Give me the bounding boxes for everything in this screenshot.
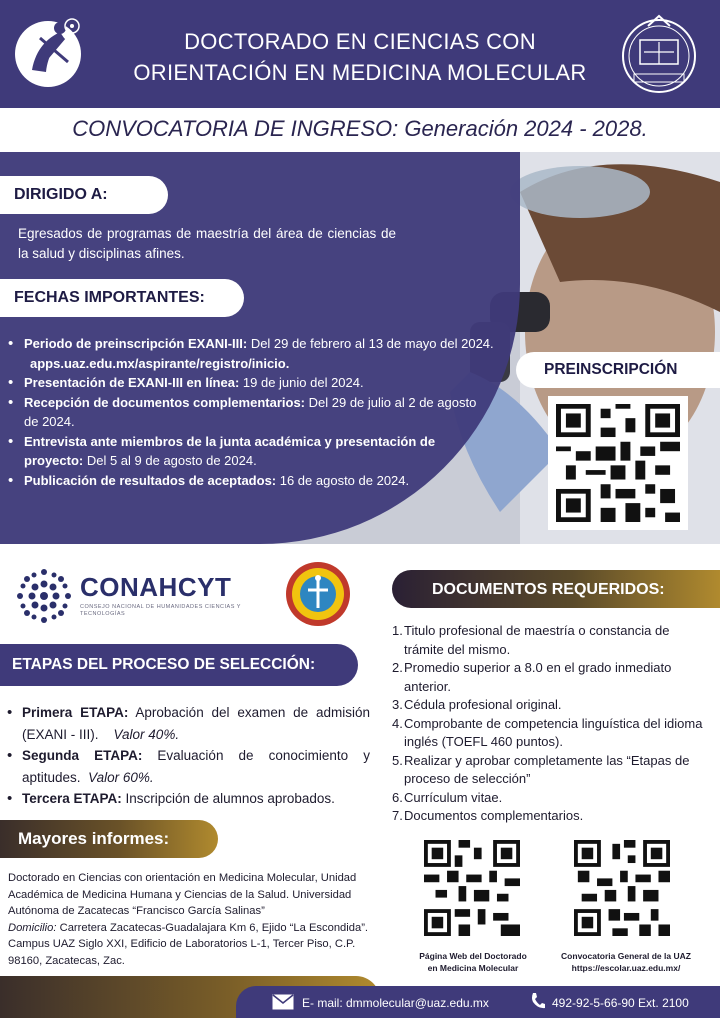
- program-logo: [12, 8, 92, 100]
- fechas-heading: FECHAS IMPORTANTES:: [0, 279, 244, 317]
- fechas-item: [24, 471, 494, 491]
- uaz-caption-line2[interactable]: https://escolar.uaz.edu.mx/: [571, 963, 681, 973]
- contact-phone[interactable]: 492-92-5-66-90 Ext. 2100: [552, 996, 689, 1010]
- etapa-item: [22, 788, 370, 810]
- medicine-unit-seal-icon: [284, 560, 352, 628]
- phone-icon: [530, 992, 546, 1010]
- etapa-valor: Valor 60%.: [88, 769, 154, 785]
- fechas-item-label: Periodo de preinscripción EXANI-III:: [24, 336, 248, 351]
- dirigido-text: Egresados de programas de maestría del área de ciencias de la salud y disciplinas afines.: [18, 226, 396, 261]
- documento-number: 2.: [392, 660, 403, 675]
- program-title-line2: ORIENTACIÓN EN MEDICINA MOLECULAR: [133, 60, 587, 85]
- university-seal-icon: [614, 12, 704, 96]
- documento-number: 4.: [392, 715, 403, 731]
- web-caption-line2: en Medicina Molecular: [427, 963, 519, 973]
- documento-item: [392, 715, 710, 752]
- etapa-valor: Valor 40%.: [113, 726, 180, 742]
- documento-text: Comprobante de competencia linguística del idioma inglés (TOEFL 460 puntos).: [404, 715, 703, 749]
- dirigido-heading: DIRIGIDO A:: [0, 176, 168, 214]
- fechas-item-label: Publicación de resultados de aceptados:: [24, 472, 277, 488]
- etapa-item: [22, 702, 370, 745]
- preinscripcion-label: PREINSCRIPCIÓN: [516, 352, 720, 388]
- fechas-item-value: Del 29 de febrero al 13 de mayo del 2024.: [247, 336, 494, 351]
- fechas-item: [24, 393, 494, 432]
- web-doctorado-caption: [402, 950, 544, 974]
- documento-text: Realizar y aprobar completamente las “Etapas de proceso de selección”: [404, 752, 690, 786]
- fechas-item: [24, 334, 494, 373]
- fechas-item-value: Del 29 de julio al 2 de agosto de 2024.: [24, 394, 477, 429]
- mail-icon: [272, 994, 294, 1010]
- web-doctorado-qr-code[interactable]: [424, 840, 520, 936]
- etapa-label: Primera ETAPA:: [22, 705, 129, 720]
- documento-item: [392, 659, 710, 696]
- documentos-heading: DOCUMENTOS REQUERIDOS:: [392, 570, 720, 608]
- documento-number: 6.: [392, 789, 403, 805]
- mayores-line2: Carretera Zacatecas-Guadalajara Km 6, Ejido “La Escondida”. Campus UAZ Siglo XXI, Edificio de Laboratorios L-1, Tercer Piso, C.P. 98160, Zacatecas, Zac.: [8, 921, 369, 967]
- contact-email[interactable]: E- mail: dmmolecular@uaz.edu.mx: [302, 996, 489, 1010]
- mayores-address: [8, 870, 388, 969]
- mayores-heading: Mayores informes:: [0, 820, 218, 858]
- documento-number: 1.: [392, 623, 403, 638]
- qr-icon: [556, 404, 680, 522]
- fechas-item: [24, 432, 494, 471]
- fechas-item-value: 16 de agosto de 2024.: [276, 472, 410, 488]
- documento-item: [392, 807, 710, 826]
- documento-number: 3.: [392, 697, 403, 712]
- documento-text: Currículum vitae.: [404, 789, 503, 805]
- documento-text: Documentos complementarios.: [404, 808, 584, 823]
- etapas-list: [22, 702, 370, 810]
- etapa-label: Tercera ETAPA:: [22, 791, 122, 806]
- documento-text: Cédula profesional original.: [404, 697, 562, 712]
- convocatoria-title: CONVOCATORIA DE INGRESO: Generación 2024 - 2028.: [72, 116, 648, 141]
- preinscripcion-qr-code[interactable]: [548, 396, 688, 530]
- domicilio-label: Domicilio:: [8, 921, 57, 934]
- fechas-item: [24, 373, 494, 393]
- program-title: [120, 26, 600, 88]
- uaz-convocatoria-qr-code[interactable]: [574, 840, 670, 936]
- fechas-item-label: Presentación de EXANI-III en línea:: [24, 375, 240, 390]
- web-caption-line1: Página Web del Doctorado: [419, 951, 527, 961]
- etapas-heading: ETAPAS DEL PROCESO DE SELECCIÓN:: [0, 644, 358, 686]
- program-title-line1: DOCTORADO EN CIENCIAS CON: [184, 29, 536, 54]
- etapa-text: Aprobación del examen de admisión (EXANI - III).: [22, 705, 370, 742]
- etapa-label: Segunda ETAPA:: [22, 748, 143, 763]
- documentos-list: [392, 622, 710, 826]
- conahcyt-subtitle: CONSEJO NACIONAL DE HUMANIDADES CIENCIAS Y TECNOLOGÍAS: [80, 604, 241, 617]
- documento-number: 7.: [392, 808, 403, 823]
- etapa-text: Evaluación de conocimiento y aptitudes.: [22, 748, 370, 785]
- uaz-convocatoria-caption: [540, 950, 712, 974]
- documento-text: Promedio superior a 8.0 en el grado inmediato anterior.: [404, 660, 672, 694]
- documento-text: Titulo profesional de maestría o constancia de trámite del mismo.: [404, 623, 670, 657]
- preinscripcion-url-link[interactable]: apps.uaz.edu.mx/aspirante/registro/inicio.: [30, 355, 290, 371]
- etapa-item: [22, 745, 370, 788]
- etapa-text: Inscripción de alumnos aprobados.: [121, 791, 335, 806]
- conahcyt-name: CONAHCYT: [80, 572, 232, 602]
- fechas-item-label: Entrevista ante miembros de la junta académica y presentación de proyecto:: [24, 433, 436, 468]
- documento-number: 5.: [392, 752, 403, 768]
- fechas-item-value: Del 5 al 9 de agosto de 2024.: [83, 453, 257, 468]
- documento-item: [392, 789, 710, 808]
- fechas-list: [24, 334, 494, 490]
- uaz-caption-line1: Convocatoria General de la UAZ: [561, 951, 691, 961]
- documento-item: [392, 622, 710, 659]
- mayores-line1: Doctorado en Ciencias con orientación en Medicina Molecular, Unidad Académica de Medicina Humana y Ciencias de la Salud. Universidad Autónoma de Zacatecas “Francisco García Salinas”: [8, 872, 357, 917]
- fechas-item-value: 19 de junio del 2024.: [239, 375, 364, 390]
- documento-item: [392, 696, 710, 715]
- fechas-item-label: Recepción de documentos complementarios:: [24, 394, 306, 410]
- documento-item: [392, 752, 710, 789]
